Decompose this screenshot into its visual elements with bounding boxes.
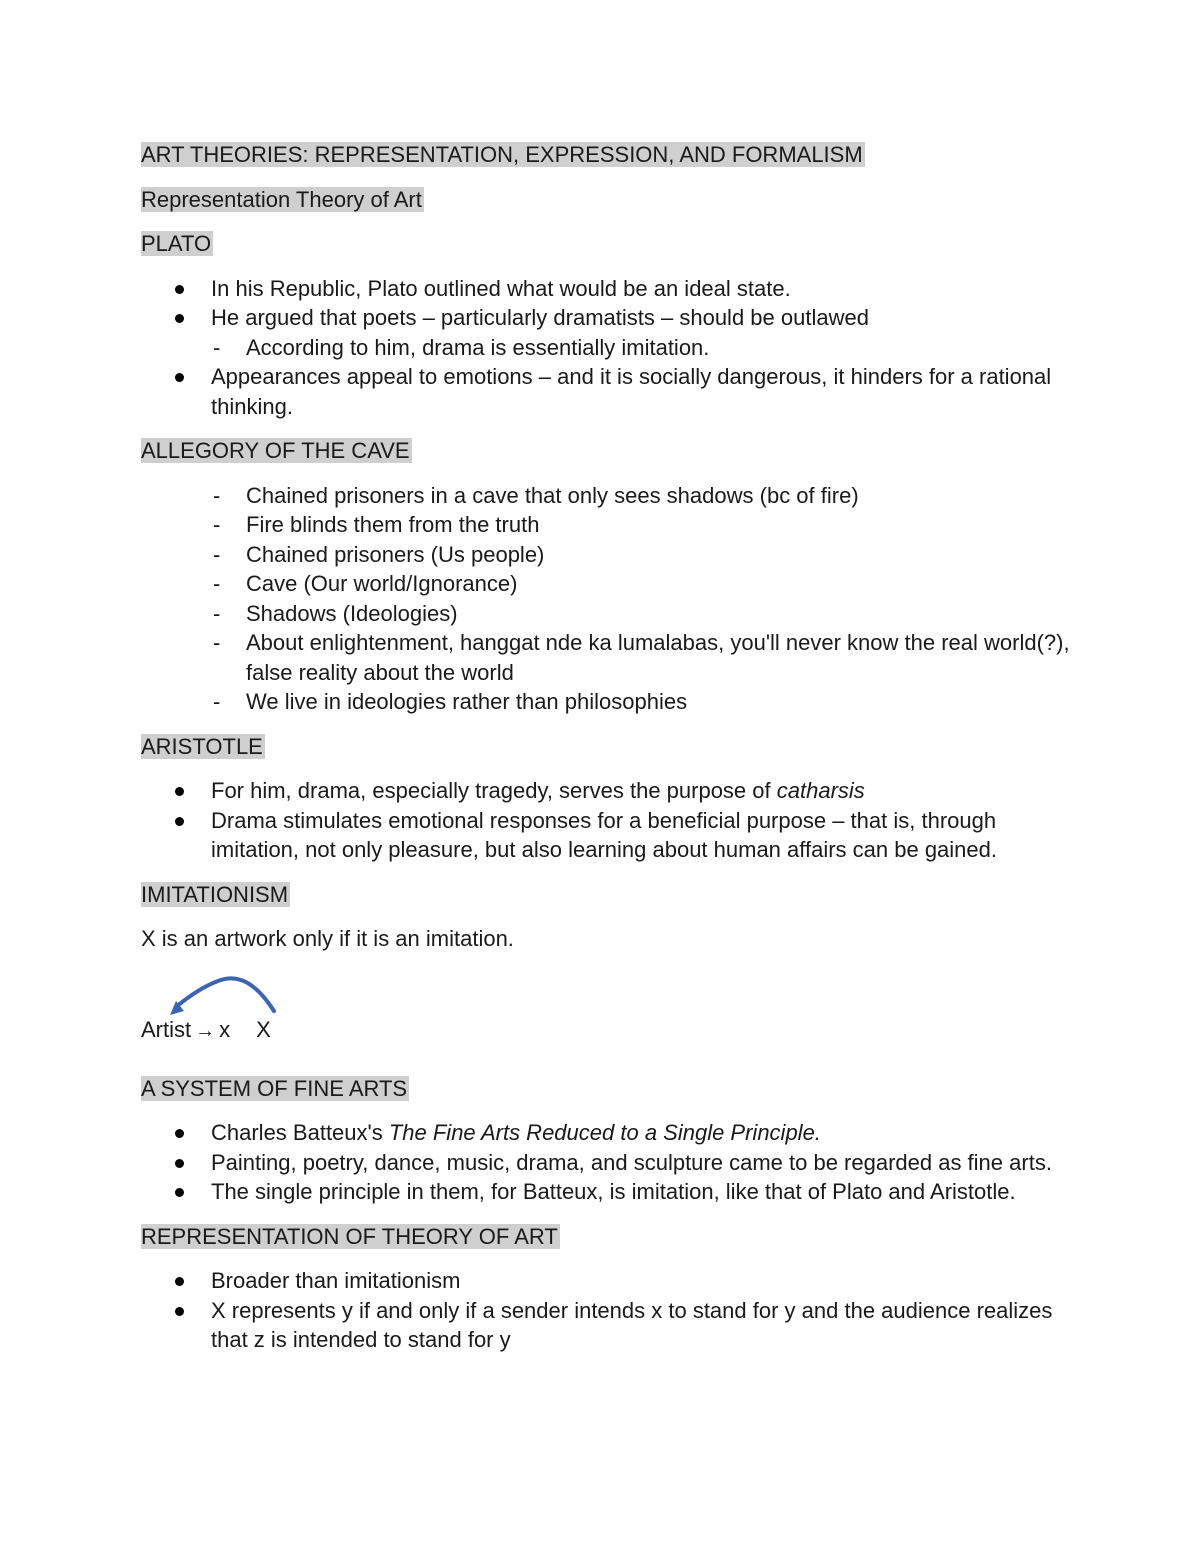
representation-list — [141, 1266, 1071, 1355]
heading-representation-theory: REPRESENTATION OF THEORY OF ART — [141, 1223, 558, 1249]
list-item: - About enlightenment, hanggat nde ka lumalabas, you'll never know the real world(?), false reality about the world — [141, 628, 1071, 687]
plato-list — [141, 274, 1071, 422]
right-arrow-icon: → — [195, 1019, 216, 1042]
list-item: - Chained prisoners (Us people) — [141, 540, 1071, 570]
list-item: Drama stimulates emotional responses for a beneficial purpose – that is, through imitation, not only pleasure, but also learning about human affairs can be gained. — [141, 806, 1071, 865]
fine-arts-list — [141, 1118, 1071, 1207]
x-big-label: X — [256, 1016, 271, 1042]
document-title: ART THEORIES: REPRESENTATION, EXPRESSION, AND FORMALISM — [141, 142, 863, 167]
heading-system-of-fine-arts: A SYSTEM OF FINE ARTS — [141, 1075, 408, 1101]
imitation-flow — [141, 1015, 271, 1047]
curved-arrow-icon — [166, 973, 286, 1021]
imitationism-definition: X is an artwork only if it is an imitation. — [141, 926, 514, 951]
cave-list — [141, 481, 1071, 717]
list-item-text: Charles Batteux's — [211, 1120, 389, 1145]
list-item: In his Republic, Plato outlined what would be an ideal state. — [141, 274, 1071, 304]
imitation-diagram — [141, 969, 1071, 1059]
list-item: - Fire blinds them from the truth — [141, 510, 1071, 540]
heading-plato: PLATO — [141, 231, 212, 256]
list-item: He argued that poets – particularly dramatists – should be outlawed — [141, 303, 1071, 333]
list-item: - Chained prisoners in a cave that only sees shadows (bc of fire) — [141, 481, 1071, 511]
sub-list-item: - According to him, drama is essentially imitation. — [141, 333, 1071, 363]
aristotle-list — [141, 776, 1071, 865]
heading-allegory-of-the-cave: ALLEGORY OF THE CAVE — [141, 438, 410, 463]
artist-label: Artist — [141, 1016, 192, 1042]
document-page — [141, 140, 1071, 1370]
list-item — [141, 1118, 1071, 1148]
list-item: Broader than imitationism — [141, 1266, 1071, 1296]
list-item: - We live in ideologies rather than philosophies — [141, 687, 1071, 717]
list-item: - Cave (Our world/Ignorance) — [141, 569, 1071, 599]
section-subtitle: Representation Theory of Art — [141, 186, 422, 212]
list-item-text: For him, drama, especially tragedy, serves the purpose of — [211, 778, 777, 803]
heading-aristotle: ARISTOTLE — [141, 733, 263, 759]
list-item: The single principle in them, for Batteux, is imitation, like that of Plato and Aristotle. — [141, 1177, 1071, 1207]
list-item — [141, 776, 1071, 806]
list-item: Appearances appeal to emotions – and it is socially dangerous, it hinders for a rational thinking. — [141, 362, 1071, 421]
list-item: X represents y if and only if a sender intends x to stand for y and the audience realizes that z is intended to stand for y — [141, 1296, 1071, 1355]
emphasis-catharsis: catharsis — [776, 778, 865, 803]
heading-imitationism: IMITATIONISM — [141, 881, 289, 907]
book-title: The Fine Arts Reduced to a Single Principle. — [388, 1120, 821, 1145]
list-item: - Shadows (Ideologies) — [141, 599, 1071, 629]
x-small-label: x — [219, 1016, 231, 1042]
list-item: Painting, poetry, dance, music, drama, and sculpture came to be regarded as fine arts. — [141, 1148, 1071, 1178]
